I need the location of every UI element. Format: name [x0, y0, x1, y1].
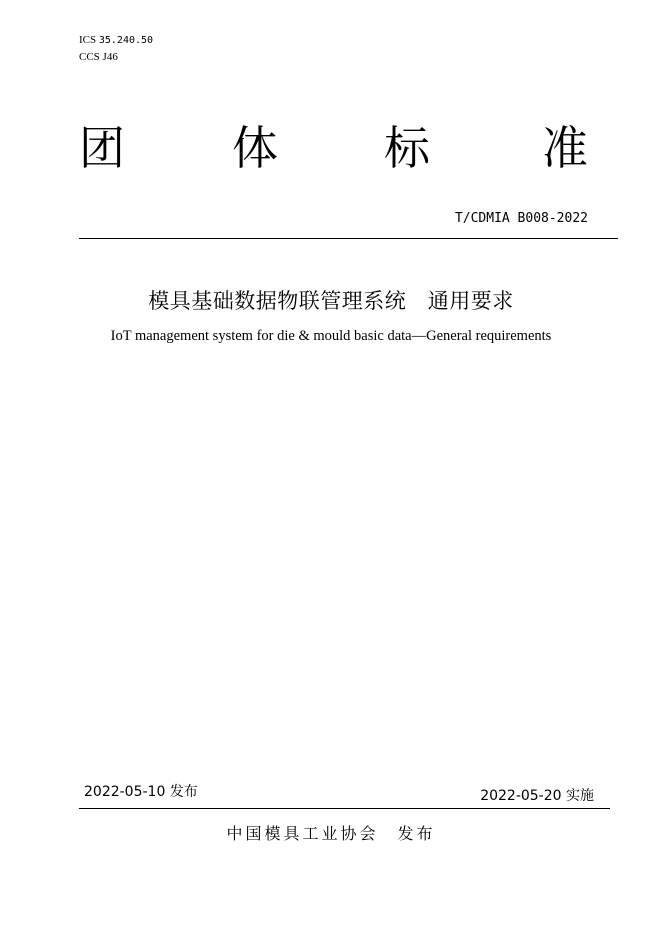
standard-type-char-3: 标	[384, 121, 430, 175]
publisher: 中国模具工业协会 发布	[226, 824, 436, 843]
ics-label: ICS	[79, 34, 97, 46]
standard-type-char-2: 体	[232, 121, 278, 175]
title-chinese: 模具基础数据物联管理系统 通用要求	[148, 289, 514, 313]
ics-value: 35.240.50	[98, 35, 154, 46]
implement-date: 2022-05-20 实施	[480, 788, 594, 804]
standard-code: T/CDMIA B008-2022	[454, 211, 588, 226]
standard-type-char-1: 团	[79, 121, 125, 175]
standard-type-char-4: 准	[542, 121, 588, 175]
bottom-divider	[79, 808, 610, 809]
ics-classification	[79, 33, 153, 48]
ccs-classification: CCS J46	[79, 51, 118, 63]
title-english: IoT management system for die & mould basic data—General requirements	[110, 328, 552, 344]
top-divider	[79, 238, 618, 239]
publish-date: 2022-05-10 发布	[84, 784, 198, 800]
